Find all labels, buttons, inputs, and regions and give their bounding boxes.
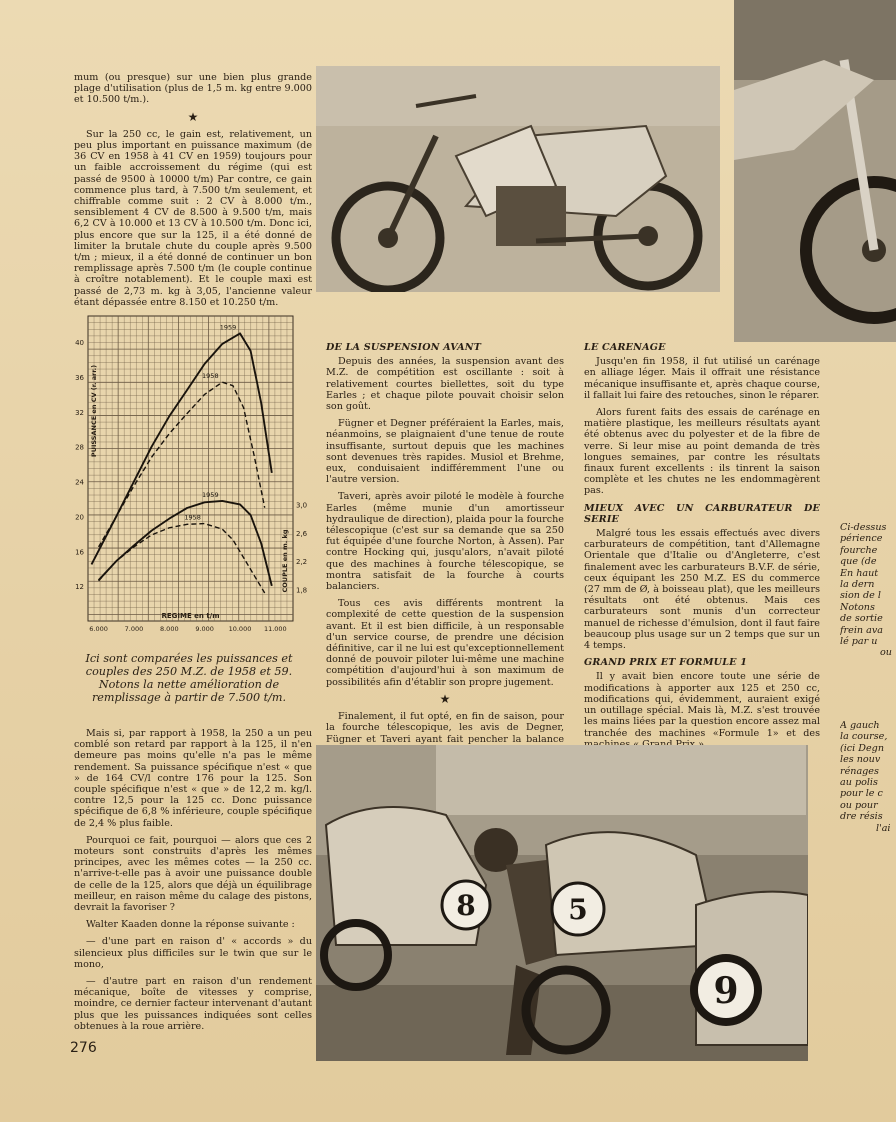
paragraph: Pourquoi ce fait, pourquoi — alors que ces 2 moteurs sont construits d'après les mêmes principes, avec les mêmes cotes — la 250 cc. n'arrive-t-elle pas à avoir une puissance double de celle de la 125, alors que déjà un équilibrage meilleur, en raison même du calage des pistons, devrait la favoriser ?	[74, 834, 312, 914]
paragraph: mum (ou presque) sur une bien plus grande plage d'utilisation (plus de 1,5 m. kg entre 9.000 et 10.500 t/m.).	[74, 72, 312, 106]
strip-line: périence	[840, 533, 883, 545]
y-tick-label: 12	[75, 583, 84, 592]
strip-line: ou pour	[840, 799, 878, 811]
paragraph: Alors furent faits des essais de carénage en matière plastique, les meilleurs résultats ayant été obtenus avec du polyester et de la fibre de verre. Si leur mise au point demanda de très longues semaines, par contre les résultats finaux furent excellents : ils tinrent la saison complète et les chutes ne les endommagèrent pas.	[584, 407, 820, 497]
section-heading: LE CARENAGE	[584, 342, 666, 353]
strip-line: l'ai	[876, 822, 891, 834]
middle-column	[326, 340, 564, 762]
x-tick-label: 7.000	[124, 625, 144, 633]
motorcycle-illustration	[316, 66, 720, 292]
y-tick-label: 32	[75, 408, 84, 417]
section-heading: MIEUX AVEC UN CARBURATEUR DE SERIE	[584, 502, 820, 525]
photo-racing-motorcycle	[316, 66, 720, 292]
strip-line: rénages	[840, 765, 879, 777]
x-tick-label: 6.000	[89, 625, 108, 633]
strip-line: lé par u	[840, 636, 878, 648]
race-number-5: 5	[568, 893, 588, 926]
right-column	[584, 340, 820, 756]
y-tick-label: 16	[75, 548, 84, 557]
y-right-tick-label: 1,8	[296, 586, 308, 595]
x-tick-label: 11.000	[263, 625, 287, 633]
paragraph: Walter Kaaden donne la réponse suivante :	[86, 919, 295, 931]
strip-line: En haut	[840, 567, 879, 579]
strip-line: les nouv	[840, 754, 881, 766]
torque-curve-1958-label: 1958	[184, 513, 201, 522]
race-number-9: 9	[713, 970, 739, 1012]
x-axis-label: REGIME en t/m	[161, 612, 220, 620]
left-column-bottom	[74, 728, 312, 1038]
strip-line: Ci-dessus	[840, 522, 887, 533]
x-tick-label: 8.000	[159, 625, 179, 633]
wheel-illustration	[734, 0, 896, 342]
paragraph: Jusqu'en fin 1958, il fut utilisé un carénage en alliage léger. Mais il offrait une résistance mécanique insuffisante et, après chaque course, il fallait lui faire des retouches, sinon le réparer.	[584, 356, 820, 401]
strip-line: que (de	[840, 556, 877, 568]
paragraph: Malgré tous les essais effectués avec divers carburateurs de compétition, tant d'Allemagne Orientale que d'Italie ou d'Angleterre, c'est finalement avec les carburateurs B.V.F. de série, ceux équipant les 250 M.Z. ES du commerce (27 mm de Ø, à boisseau plat), que les meilleurs résultats ont été obtenus. Mais ces carburateurs sont munis d'un correcteur manuel de richesse d'émulsion, dont il faut faire beaucoup plus usage sur un 2 temps que sur un 4 temps.	[584, 528, 820, 652]
strip-line: la dern	[840, 579, 875, 591]
star-separator: ★	[187, 109, 199, 124]
right-strip-caption-top	[840, 522, 896, 659]
photo-front-wheel	[734, 0, 896, 342]
right-strip-caption-bottom	[840, 720, 896, 834]
power-curve-1958-label: 1958	[202, 372, 219, 381]
torque-curve-1959-label: 1959	[202, 490, 219, 499]
power-torque-chart	[68, 312, 318, 642]
chart-svg	[68, 312, 318, 642]
strip-line: sion de l	[840, 590, 881, 602]
strip-line: de sortie	[840, 613, 883, 625]
y-tick-label: 20	[75, 513, 84, 522]
y-tick-label: 28	[75, 443, 84, 452]
chart-caption: Ici sont comparées les puissances et couples des 250 M.Z. de 1958 et 59. Notons la nette amélioration de remplissage à partir de 7.500 t/m.	[85, 652, 293, 704]
strip-line: ou	[880, 647, 892, 659]
y-tick-label: 40	[75, 339, 84, 348]
race-number-8: 8	[456, 889, 476, 922]
strip-line: dre résis	[840, 811, 883, 823]
star-separator: ★	[439, 691, 451, 706]
y-axis-label-left: PUISSANCE en CV (r. arr.)	[90, 364, 98, 458]
section-heading: DE LA SUSPENSION AVANT	[326, 342, 482, 353]
strip-line: pour le c	[840, 788, 883, 800]
paragraph: — d'une part en raison d' « accords » du silencieux plus difficiles sur le twin que sur le mono,	[74, 936, 312, 970]
paragraph: Sur la 250 cc, le gain est, relativement, un peu plus important en puissance maximum (de 36 CV en 1958 à 41 CV en 1959) toujours pour un faible accroissement du régime (qui est passé de 9500 à 10000 t/m) Par contre, ce gain commence plus tard, à 7.500 t/m seulement, et chiffrable comme suit : 2 CV à 8.000 t/m., sensiblement 4 CV de 8.500 à 9.500 t/m, mais 6,2 CV à 10.000 et 13 CV à 10.500 t/m. Donc ici, plus encore que sur la 125, il a été donné de limiter la brutale chute du couple après 9.500 t/m ; mieux, il a été donné de continuer un bon remplissage après 7.500 t/m (le couple continue à croître notablement). Et le couple maxi est passé de 2,73 m. kg à 3,05, l'ancienne valeur étant dépassée entre 8.150 et 10.250 t/m.	[74, 128, 312, 308]
paragraph: Il y avait bien encore toute une série de modifications à apporter aux 125 et 250 cc, modifications qui, évidemment, auraient exigé un outillage spécial. Mais là, M.Z. s'est trouvée les mains liées par la question encore assez mal tranchée des machines «Formule 1» et des	[584, 671, 820, 739]
paragraph: Mais si, par rapport à 1958, la 250 a un peu comblé son retard par rapport à la 125, il n'en demeure pas moins qu'elle n'a pas le même rendement. Sa puissance spécifique n'est « que » de 164 CV/l contre 176 pour la 125. Son couple spécifique n'est « que » de 12,2 m. kg/l. contre 12,5 pour la 125 cc. Donc puissance spécifique de 6,8 % inférieure, couple spécifique de 2,4 % plus faible.	[74, 728, 312, 829]
paragraph: Depuis des années, la suspension avant des M.Z. de compétition est oscillante : soit à relativement courtes biellettes, soit du type Earles ; et chaque pilote pouvait choisir selon son goût.	[326, 356, 564, 413]
power-curve-1959-label: 1959	[219, 323, 237, 332]
y-tick-label: 24	[75, 478, 84, 487]
strip-line: fourche	[840, 544, 878, 556]
y-axis-label-right: COUPLE en m. kg	[281, 529, 289, 593]
strip-line: au polis	[840, 777, 878, 789]
strip-line: (ici Degn	[840, 742, 884, 754]
paragraph: Tous ces avis différents montrent la complexité de cette question de la suspension avant. Et il est bien difficile, à un responsable d'un service course, de prendre une décision définitive, car il ne lui est qu'exceptionnellement donné de pouvoir piloter lui-même une machine compétition d'aujourd'hui à son maximum de possibilités afin d'établir son propre jugement.	[326, 598, 564, 688]
strip-line: frein ava	[840, 624, 883, 636]
paragraph: Fügner et Degner préféraient la Earles, mais, néanmoins, se plaignaient d'une tenue de route insuffisante, surtout depuis que les machines sont devenues très rapides. Musiol et Brehme, eux, conduisaient indifféremment l'une ou l'autre version.	[326, 418, 564, 486]
page-number: 276	[70, 1040, 97, 1056]
strip-line: la course,	[840, 731, 888, 743]
paragraph: — d'autre part en raison d'un rendement mécanique, boîte de vitesses y comprise, moindre, ce dernier facteur intervenant d'autant plus que les puissances indiquées sont celles obtenues à la roue arrière.	[74, 976, 312, 1032]
y-tick-label: 36	[75, 374, 84, 382]
strip-line: A gauch	[840, 720, 880, 731]
x-tick-label: 10.000	[228, 625, 252, 633]
x-tick-label: 9.000	[195, 625, 214, 633]
left-column-top	[74, 72, 312, 314]
y-right-tick-label: 3,0	[296, 501, 308, 510]
y-right-tick-label: 2,6	[296, 529, 308, 538]
photo-paddock-machines	[316, 745, 808, 1061]
paragraph: Taveri, après avoir piloté le modèle à fourche Earles (même munie d'un amortisseur hydraulique de direction), plaida pour la fourche télescopique (c'est sur sa demande que sa 250 fut équipée d'une fourche Norton, à Assen). Par contre Hocking qui, jusqu'alors, n'avait piloté que des machines à fourche télescopique, se montra satisfait de la fourche à courts balanciers.	[326, 491, 564, 593]
y-right-tick-label: 2,2	[296, 558, 308, 567]
paddock-illustration	[316, 745, 808, 1061]
paragraph: Finalement, il fut opté, en fin de saison, pour la fourche télescopique, les avis de Degner, Fügner et Taveri ayant fait pencher la balance	[326, 711, 564, 745]
strip-line: Notons	[840, 601, 875, 613]
section-heading: GRAND PRIX ET FORMULE 1	[584, 657, 748, 669]
